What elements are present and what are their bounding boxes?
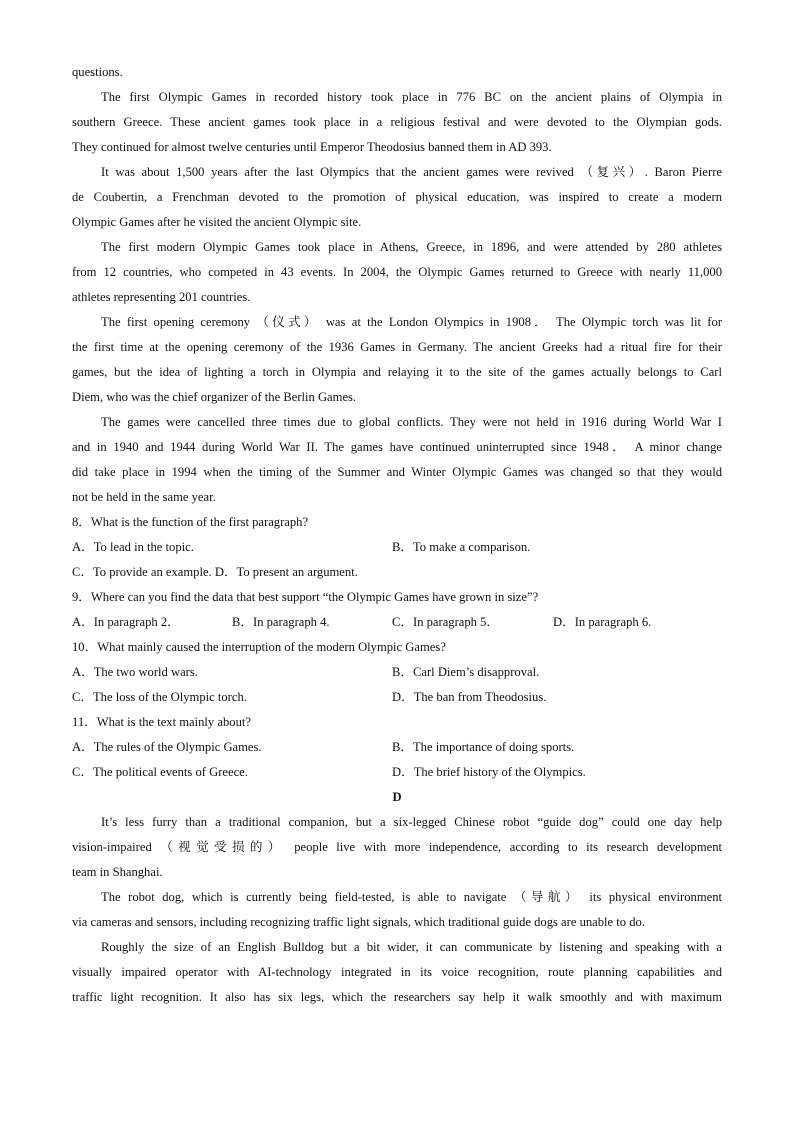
text-line: They continued for almost twelve centuries until Emperor Theodosius banned them in AD 393. bbox=[72, 140, 552, 154]
text-line: Olympic Games after he visited the ancient Olympic site. bbox=[72, 215, 362, 229]
text-line: It was about 1,500 years after the last Olympics that the ancient games were revived （复兴）. Baron Pierre bbox=[101, 165, 722, 179]
question-8-option-a[interactable]: A．To lead in the topic. bbox=[72, 540, 194, 554]
question-9-option-c[interactable]: C．In paragraph 5． bbox=[392, 615, 500, 629]
text-line: The games were cancelled three times due to global conflicts. They were not held in 1916 during World War I bbox=[101, 415, 722, 429]
text-line: The first Olympic Games in recorded history took place in 776 BC on the ancient plains of Olympia in bbox=[101, 90, 722, 104]
question-8-options-cd[interactable]: C．To provide an example. D．To present an argument. bbox=[72, 565, 358, 579]
text-line: Diem, who was the chief organizer of the Berlin Games. bbox=[72, 390, 357, 404]
question-8-option-b[interactable]: B．To make a comparison. bbox=[392, 540, 531, 554]
question-10-option-d[interactable]: D．The ban from Theodosius. bbox=[392, 690, 547, 704]
question-10-option-a[interactable]: A．The two world wars. bbox=[72, 665, 198, 679]
question-9-option-d[interactable]: D．In paragraph 6. bbox=[553, 615, 652, 629]
question-11-option-b[interactable]: B．The importance of doing sports. bbox=[392, 740, 575, 754]
text-line: questions. bbox=[72, 65, 123, 79]
text-line: games, but the idea of lighting a torch in Olympia and relaying it to the site of the games actually belongs to Carl bbox=[72, 365, 722, 379]
text-line: visually impaired operator with AI-technology integrated in its voice recognition, route planning capabilities and bbox=[72, 965, 722, 979]
question-10-option-c[interactable]: C．The loss of the Olympic torch. bbox=[72, 690, 247, 704]
text-line: from 12 countries, who competed in 43 events. In 2004, the Olympic Games returned to Greece with nearly 11,000 bbox=[72, 265, 722, 279]
text-line: not be held in the same year. bbox=[72, 490, 216, 504]
text-line: and in 1940 and 1944 during World War II. The games have continued uninterrupted since 1948． A minor change bbox=[72, 440, 722, 454]
question-11-option-c[interactable]: C．The political events of Greece. bbox=[72, 765, 248, 779]
text-line: traffic light recognition. It also has six legs, which the researchers say help it walk smoothly and with maximum bbox=[72, 990, 722, 1004]
question-11-option-d[interactable]: D．The brief history of the Olympics. bbox=[392, 765, 586, 779]
text-line: team in Shanghai. bbox=[72, 865, 163, 879]
text-line: The first modern Olympic Games took place in Athens, Greece, in 1896, and were attended by 280 athletes bbox=[101, 240, 722, 254]
question-8-stem: 8．What is the function of the first paragraph? bbox=[72, 515, 309, 529]
question-10-stem: 10．What mainly caused the interruption of the modern Olympic Games? bbox=[72, 640, 446, 654]
text-line: southern Greece. These ancient games took place in a religious festival and were devoted to the Olympian gods. bbox=[72, 115, 722, 129]
section-heading: D bbox=[392, 790, 402, 804]
text-line: The first opening ceremony （仪式） was at the London Olympics in 1908． The Olympic torch was lit for bbox=[101, 315, 722, 329]
text-line: Roughly the size of an English Bulldog but a bit wider, it can communicate by listening and speaking with a bbox=[101, 940, 722, 954]
text-line: The robot dog, which is currently being field-tested, is able to navigate （导航） its physical environment bbox=[101, 890, 722, 904]
text-line: It’s less furry than a traditional companion, but a six-legged Chinese robot “guide dog” could one day help bbox=[101, 815, 722, 829]
text-line: the first time at the opening ceremony of the 1936 Games in Germany. The ancient Greeks had a ritual fire for their bbox=[72, 340, 722, 354]
question-9-option-b[interactable]: B．In paragraph 4. bbox=[232, 615, 330, 629]
question-9-stem: 9．Where can you find the data that best support “the Olympic Games have grown in size”? bbox=[72, 590, 539, 604]
text-line: de Coubertin, a Frenchman devoted to the promotion of physical education, was inspired to create a modern bbox=[72, 190, 722, 204]
text-line: vision-impaired （视觉受损的） people live with more independence, according to its research development bbox=[72, 840, 722, 854]
question-9-option-a[interactable]: A．In paragraph 2． bbox=[72, 615, 180, 629]
text-line: did take place in 1994 when the timing of the Summer and Winter Olympic Games was changed so that they would bbox=[72, 465, 722, 479]
text-line: athletes representing 201 countries. bbox=[72, 290, 251, 304]
question-10-option-b[interactable]: B．Carl Diem’s disapproval. bbox=[392, 665, 540, 679]
question-11-stem: 11．What is the text mainly about? bbox=[72, 715, 251, 729]
text-line: via cameras and sensors, including recognizing traffic light signals, which traditional guide dogs are unable to do. bbox=[72, 915, 645, 929]
question-11-option-a[interactable]: A．The rules of the Olympic Games. bbox=[72, 740, 262, 754]
